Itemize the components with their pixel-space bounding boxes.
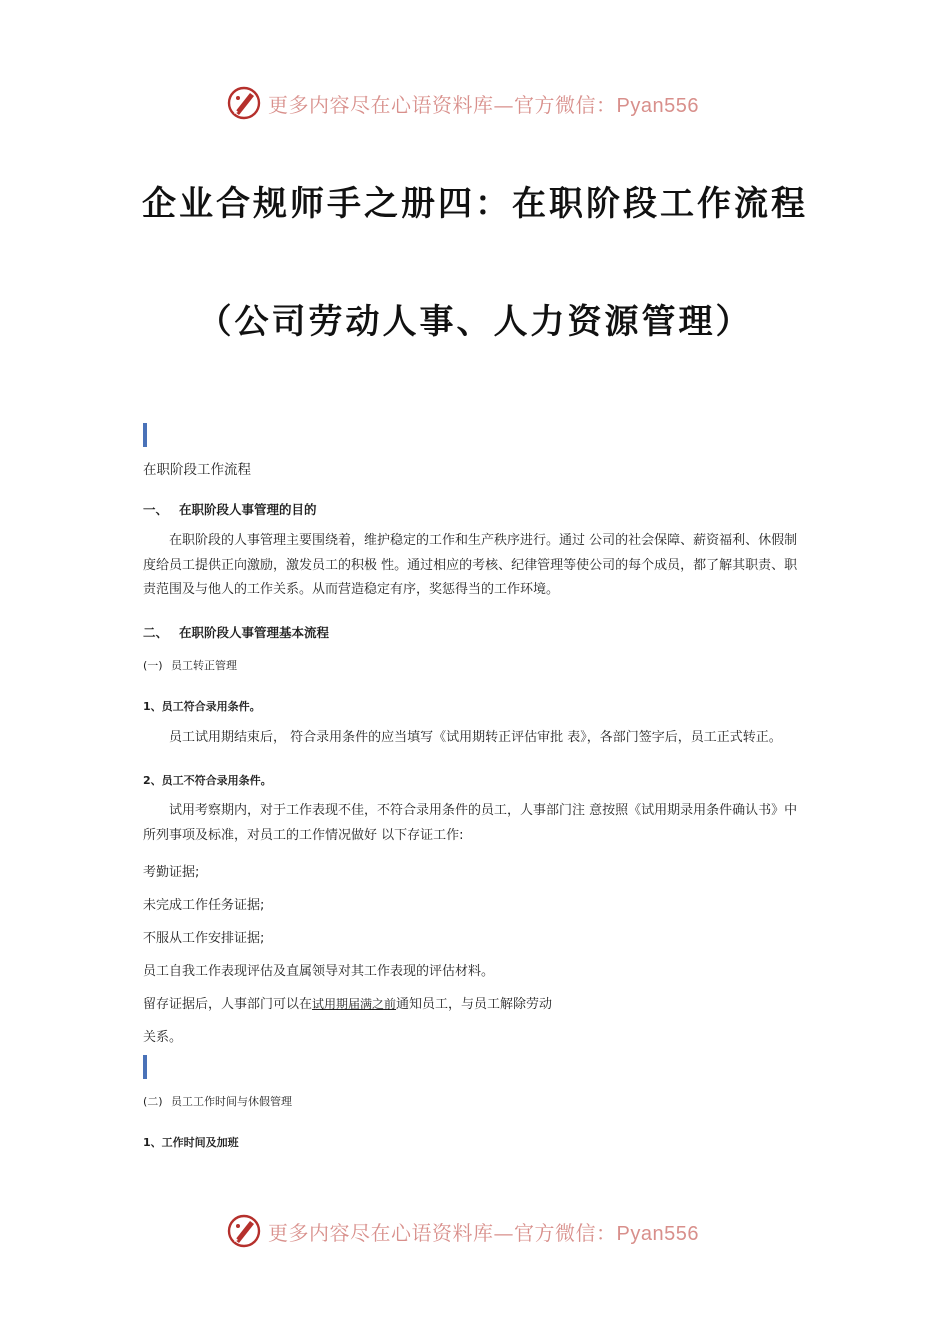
item1-paragraph: 员工试用期结束后， 符合录用条件的应当填写《试用期转正评估审批 表》，各部门签字后，员工正式转正。 [169, 730, 782, 745]
section-heading: 在职阶段工作流程 [143, 462, 251, 478]
sub1-heading: (一) 员工转正管理 [143, 659, 237, 672]
list-item: 员工自我工作表现评估及直属领导对其工作表现的评估材料。 [143, 964, 495, 979]
watermark-bottom [226, 1211, 726, 1251]
list-item: 考勤证据; [143, 865, 200, 880]
pen-logo-icon [226, 85, 262, 121]
watermark-text: 更多内容尽在心语资料库—官方微信：Pyan556 [268, 92, 699, 117]
watermark-top [226, 83, 726, 123]
closing-line-2: 关系。 [143, 1030, 183, 1045]
list-item: 未完成工作任务证据; [143, 898, 265, 913]
closing-line: 留存证据后，人事部门可以在试用期届满之前通知员工，与员工解除劳动 [143, 997, 553, 1012]
sub2-heading: (二) 员工工作时间与休假管理 [143, 1095, 292, 1108]
pen-logo-icon [226, 1213, 262, 1249]
page-title: 企业合规师手之册四：在职阶段工作流程 [142, 184, 808, 224]
part1-paragraph: 在职阶段的人事管理主要围绕着，维护稳定的工作和生产秩序进行。通过 公司的社会保障、薪资福利、休假制度给员工提供正向激励，激发员工的积极 性。通过相应的考核、纪律管理等使公司的每个成员，都了解其职责、职责范围及与他人的工作关系。从而营造稳定有序，奖惩得当的工作环境。 [143, 533, 798, 597]
section-marker [143, 1055, 147, 1079]
section-marker [143, 423, 147, 447]
item2-heading: 2、员工不符合录用条件。 [143, 774, 272, 787]
watermark-text: 更多内容尽在心语资料库—官方微信：Pyan556 [268, 1220, 699, 1245]
part2-heading: 二、 在职阶段人事管理基本流程 [143, 625, 330, 640]
item2-paragraph: 试用考察期内，对于工作表现不佳，不符合录用条件的员工，人事部门注 意按照《试用期录用条件确认书》中所列事项及标准，对员工的工作情况做好 以下存证工作: [143, 803, 798, 843]
sub2-item1-heading: 1、工作时间及加班 [143, 1136, 239, 1149]
part1-heading: 一、 在职阶段人事管理的目的 [143, 502, 317, 517]
list-item: 不服从工作安排证据; [143, 931, 265, 946]
item1-heading: 1、员工符合录用条件。 [143, 700, 261, 713]
page-subtitle: （公司劳动人事、人力资源管理） [197, 302, 753, 342]
